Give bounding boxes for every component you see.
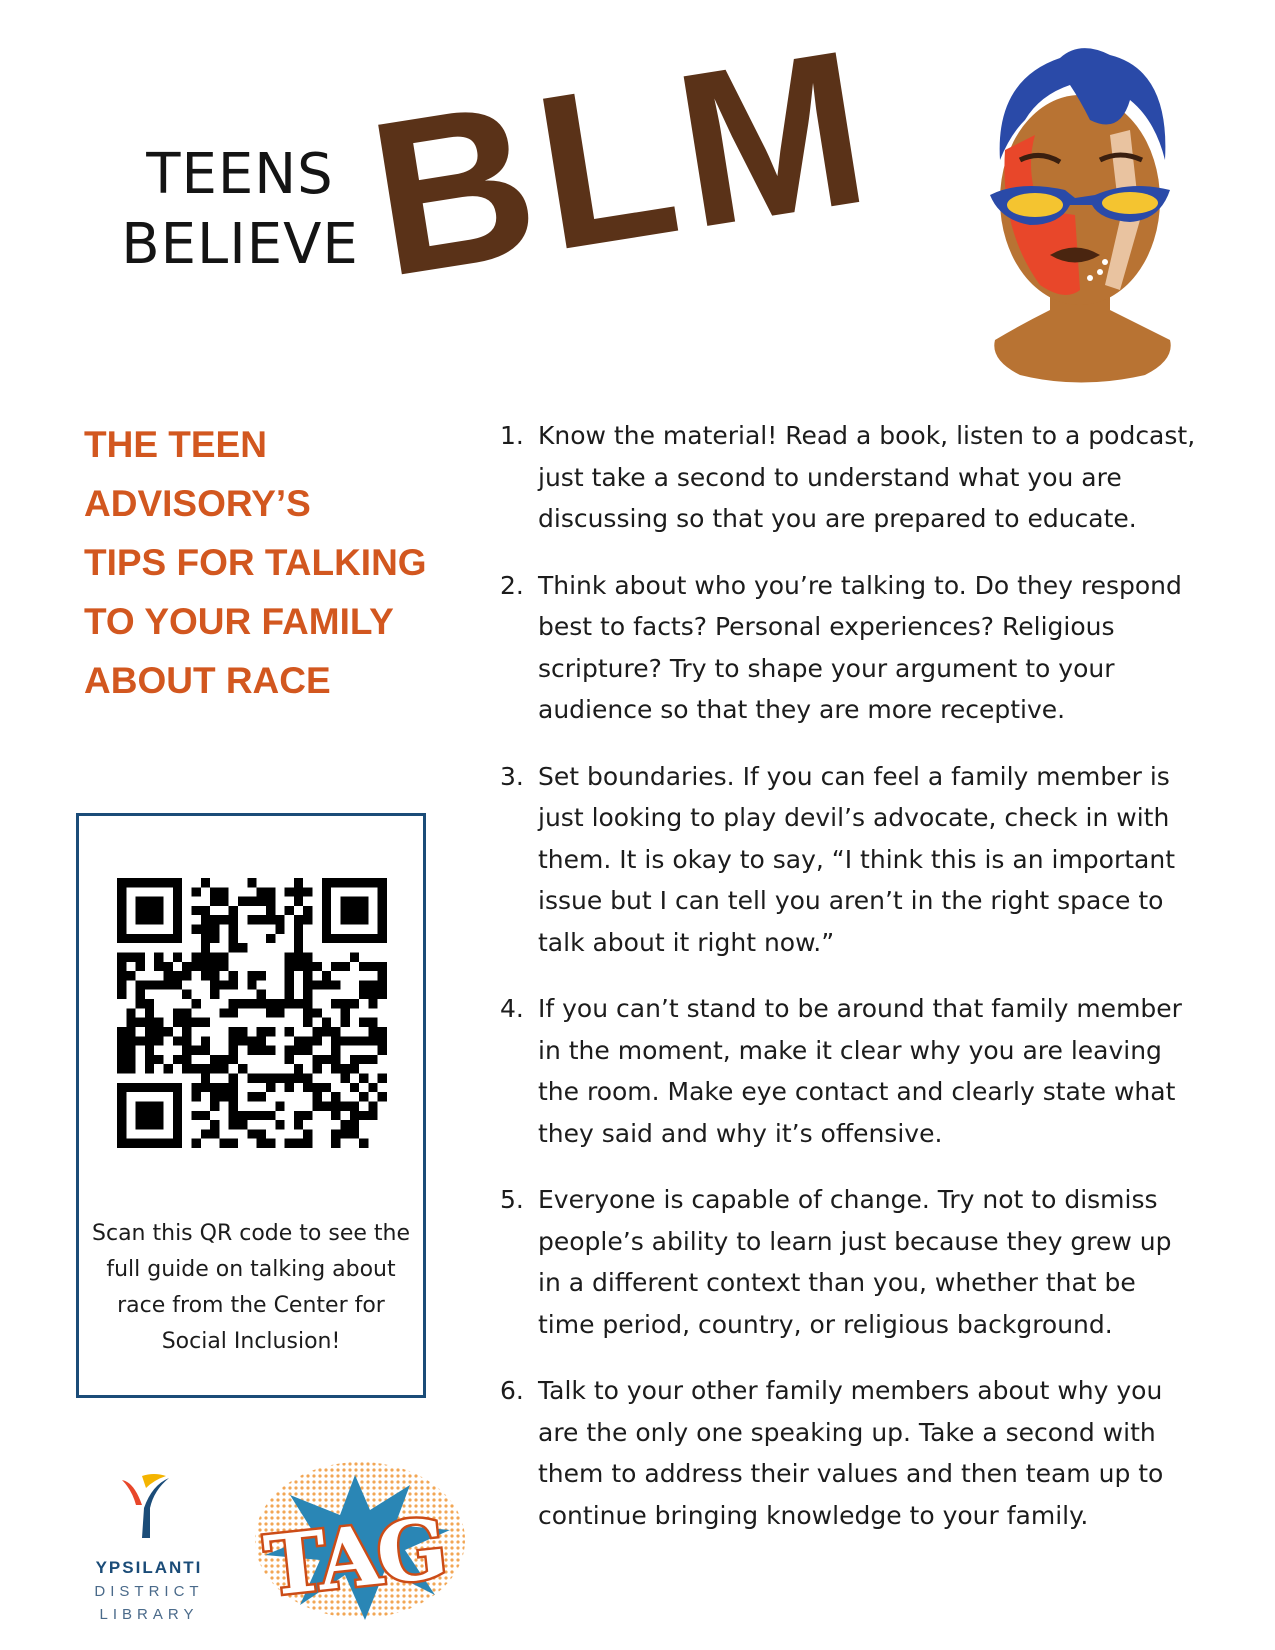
tip-item [500,565,1200,731]
tip-number: 6. [500,1376,524,1405]
tip-number: 4. [500,994,524,1023]
blm-title: BLM [356,1,890,324]
ypsilanti-y-icon [114,1470,184,1540]
tag-wordmark: TAG [260,1500,448,1616]
qr-caption: Scan this QR code to see the full guide on talking about race from the Center for Social Inclusion! [92,1221,410,1354]
tip-number: 3. [500,761,524,791]
tag-logo [245,1455,465,1635]
qr-box [76,813,426,1398]
tips-heading [84,415,434,710]
tips-list [500,415,1200,1561]
tip-text: Know the material! Read a book, listen to a podcast, just take a second to understand what you are discussing so that you are prepared to educate. [538,421,1196,533]
qr-code-icon[interactable] [117,878,387,1148]
ydl-line-1: YPSILANTI [95,1558,203,1577]
tip-item [500,1370,1200,1536]
title-line-2: BELIEVE [121,212,359,277]
ypsilanti-library-logo [84,1470,214,1623]
heading-line-4: TO YOUR FAMILY [84,601,394,642]
tip-item [500,415,1200,540]
tip-item [500,988,1200,1154]
heading-line-5: ABOUT RACE [84,660,331,701]
teens-believe-title [110,140,370,280]
tip-text: Everyone is capable of change. Try not to dismiss people’s ability to learn just because they grew up in a different context than you, whether that be time period, country, or religious background. [538,1185,1172,1339]
ydl-line-3: LIBRARY [99,1606,199,1623]
tip-number: 5. [500,1185,524,1214]
heading-line-1: THE TEEN [84,424,267,465]
title-line-1: TEENS [146,142,334,207]
tip-text: Set boundaries. If you can feel a family member is just looking to play devil’s advocate, check in with them. It is okay to say, “I think this is an important issue but I can tell you aren’t in the right space to talk about it right now.” [538,761,1176,957]
tip-text: Talk to your other family members about why you are the only one speaking up. Take a second with them to address their values and then team up to continue bringing knowledge to your family. [538,1376,1164,1530]
tip-item [500,1179,1200,1345]
tip-number: 2. [500,570,524,600]
portrait-illustration [980,40,1180,385]
tip-number: 1. [500,421,524,450]
ydl-line-2: DISTRICT [94,1583,204,1600]
heading-line-3: TIPS FOR TALKING [84,542,427,583]
tip-item [500,756,1200,964]
heading-line-2: ADVISORY’S [84,483,311,524]
tip-text: Think about who you’re talking to. Do they respond best to facts? Personal experiences? Religious scripture? Try to shape your argument to your audience so that they are more receptive. [538,570,1182,724]
tip-text: If you can’t stand to be around that family member in the moment, make it clear why you are leaving the room. Make eye contact and clearly state what they said and why it’s offensive. [538,994,1182,1148]
